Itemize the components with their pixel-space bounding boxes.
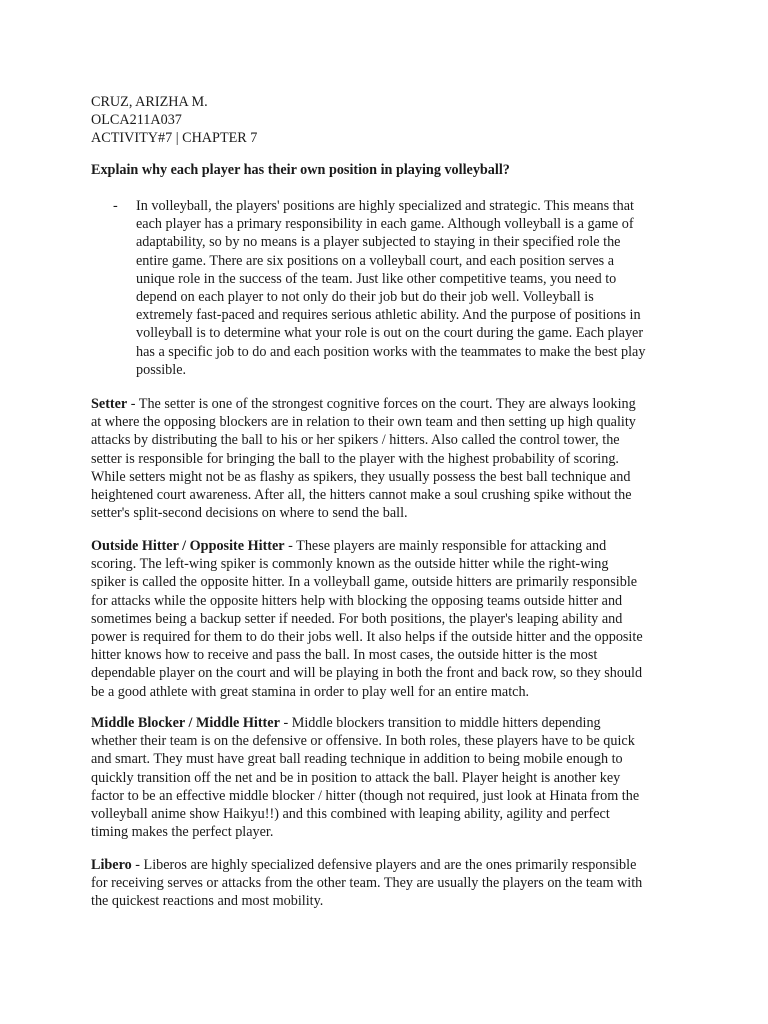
- intro-paragraph: [136, 197, 691, 379]
- intro-line: each player has a primary responsibility in each game. Although volleyball is a game of: [136, 216, 634, 233]
- libero-first-line: [91, 856, 681, 874]
- middle-blocker-section: [91, 714, 681, 841]
- middle-line: - Middle blockers transition to middle hitters depending: [279, 715, 601, 731]
- outside-hitter-title: Outside Hitter / Opposite Hitter: [91, 538, 285, 554]
- student-id: OLCA211A037: [91, 112, 182, 129]
- setter-line: - The setter is one of the strongest cognitive forces on the court. They are always looking: [127, 396, 636, 412]
- activity-label: ACTIVITY#7 | CHAPTER 7: [91, 130, 258, 147]
- intro-line: entire game. There are six positions on a volleyball court, and each position serves a: [136, 252, 615, 269]
- setter-line: attacks by distributing the ball to his or her spikers / hitters. Also called the control tower, the: [91, 432, 620, 449]
- setter-line: heightened court awareness. After all, the hitters cannot make a soul crushing spike without the: [91, 487, 632, 504]
- setter-first-line: [91, 395, 681, 413]
- intro-line: volleyball is to determine what your role is out on the court during the game. Each player: [136, 325, 644, 342]
- middle-line: whether their team is on the defensive or offensive. In both roles, these players have to be quick: [91, 733, 635, 750]
- outside-line: - These players are mainly responsible for attacking and: [284, 538, 607, 554]
- student-header: [91, 93, 691, 148]
- libero-line: - Liberos are highly specialized defensive players and are the ones primarily responsible: [131, 857, 637, 873]
- middle-first-line: [91, 714, 681, 732]
- outside-line: for attacks while the opposite hitters help with blocking the opposing teams outside hitter and: [91, 592, 623, 609]
- setter-line: While setters might not be as flashy as spikers, they usually possess the best ball technique and: [91, 468, 631, 485]
- intro-line: In volleyball, the players' positions are highly specialized and strategic. This means that: [136, 198, 634, 214]
- intro-line: extremely fast-paced and requires serious athletic ability. And the purpose of positions in: [136, 307, 641, 324]
- middle-line: timing makes the perfect player.: [91, 824, 274, 841]
- libero-title: Libero: [91, 857, 132, 873]
- libero-line: the quickest reactions and most mobility.: [91, 893, 324, 910]
- outside-line: scoring. The left-wing spiker is commonly known as the outside hitter while the right-wing: [91, 556, 609, 573]
- middle-line: and smart. They must have great ball reading technique in addition to being mobile enough to: [91, 751, 623, 768]
- outside-line: power is required for them to do their jobs well. It also helps if the outside hitter and the opposite: [91, 629, 643, 646]
- outside-line: sometimes being a backup setter if needed. For both positions, the player's leaping ability and: [91, 610, 623, 627]
- student-name: CRUZ, ARIZHA M.: [91, 94, 208, 110]
- middle-line: factor to be an effective middle blocker / hitter (though not required, just look at Hinata from the: [91, 787, 640, 804]
- outside-line: hitter knows how to receive and pass the ball. In most cases, the outside hitter is the most: [91, 647, 598, 664]
- libero-line: for receiving serves or attacks from the other team. They are usually the players on the team with: [91, 875, 643, 892]
- outside-line: dependable player on the court and will be playing in both the front and back row, so they should: [91, 665, 643, 682]
- middle-line: volleyball anime show Haikyu!!) and this combined with leaping ability, agility and perfect: [91, 806, 610, 823]
- intro-line: unique role in the success of the team. Just like other competitive teams, you need to: [136, 270, 617, 287]
- question-heading: Explain why each player has their own position in playing volleyball?: [91, 162, 510, 178]
- intro-line: depend on each player to not only do their job but do their job well. Volleyball is: [136, 289, 594, 306]
- setter-line: at where the opposing blockers are in relation to their own team and then setting up high quality: [91, 414, 636, 431]
- intro-line: has a specific job to do and each position works with the teammates to make the best play: [136, 343, 646, 360]
- outside-line: be a good athlete with great stamina in order to play well for an entire match.: [91, 683, 530, 700]
- intro-line: possible.: [136, 361, 187, 378]
- middle-blocker-title: Middle Blocker / Middle Hitter: [91, 715, 280, 731]
- setter-line: setter is responsible for bringing the ball to the player with the highest probability of scoring.: [91, 450, 619, 467]
- bullet-dash: -: [113, 198, 118, 214]
- middle-line: quickly transition off the net and be in position to attack the ball. Player height is another key: [91, 769, 621, 786]
- setter-title: Setter: [91, 396, 128, 412]
- setter-line: setter's split-second decisions on where to send the ball.: [91, 505, 408, 522]
- outside-hitter-section: [91, 537, 681, 701]
- intro-line: adaptability, so by no means is a player subjected to staying in their specified role the: [136, 234, 621, 251]
- outside-first-line: [91, 537, 681, 555]
- setter-section: [91, 395, 681, 522]
- libero-section: [91, 856, 681, 911]
- outside-line: spiker is called the opposite hitter. In a volleyball game, outside hitters are primarily responsible: [91, 574, 638, 591]
